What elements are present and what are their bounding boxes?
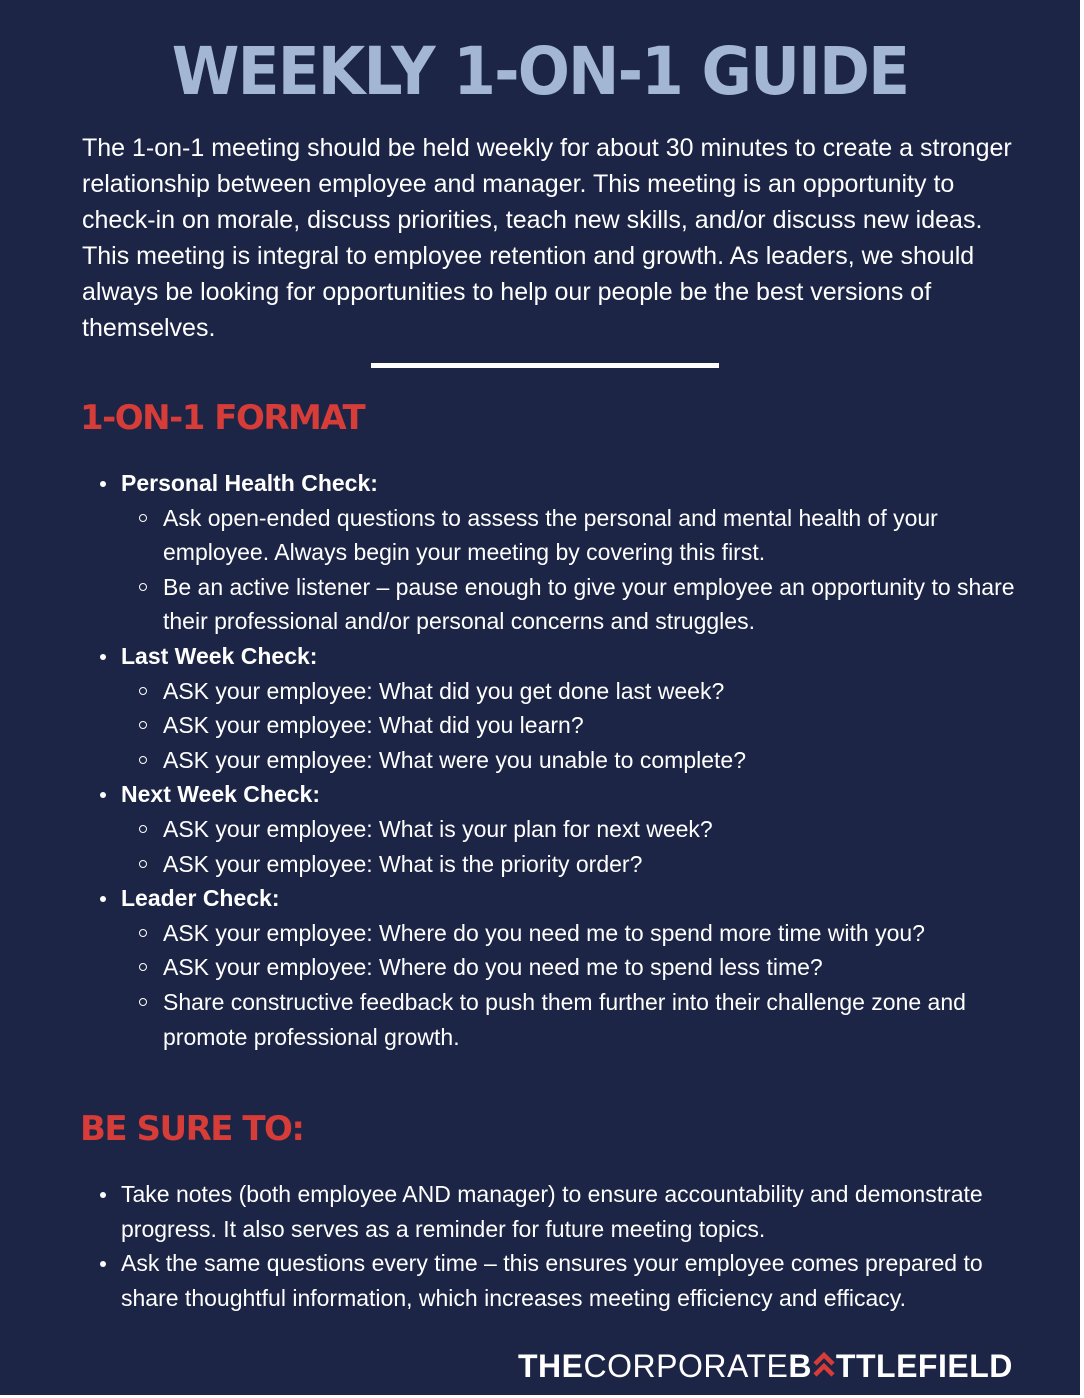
be-sure-list — [98, 1177, 1038, 1315]
sub-list-item — [121, 708, 1038, 743]
sub-list — [121, 501, 1038, 639]
format-item-label: Last Week Check: — [121, 642, 318, 669]
sub-list-item — [121, 950, 1038, 985]
divider — [371, 363, 719, 368]
sub-item-text: ASK your employee: What did you learn? — [163, 712, 584, 739]
sub-item-text: ASK your employee: What were you unable to complete? — [163, 746, 746, 773]
format-heading: 1-ON-1 FORMAT — [80, 398, 365, 438]
format-item-personal-health — [98, 466, 1038, 639]
bullet-icon — [100, 481, 106, 487]
hollow-bullet-icon — [139, 756, 147, 764]
intro-paragraph: The 1-on-1 meeting should be held weekly for about 30 minutes to create a stronger relationship between employee and manager. This meeting is an opportunity to check-in on morale, discuss priorities, teach new skills, and/or discuss new ideas. This meeting is integral to employee retention and growth. As leaders, we should always be looking for opportunities to help our people be the best versions of themselves. — [82, 134, 1012, 342]
format-item-leader — [98, 881, 1038, 1054]
format-list — [98, 466, 1038, 1054]
sub-item-text: ASK your employee: What is your plan for next week? — [163, 815, 713, 842]
sub-list-item — [121, 985, 1038, 1054]
format-item-label: Next Week Check: — [121, 781, 320, 808]
sub-item-text: ASK your employee: Where do you need me to spend more time with you? — [163, 919, 925, 946]
sub-item-text: ASK your employee: Where do you need me to spend less time? — [163, 954, 823, 981]
hollow-bullet-icon — [139, 687, 147, 695]
be-sure-heading: BE SURE TO: — [80, 1109, 304, 1149]
sub-item-text: Share constructive feedback to push them further into their challenge zone and promote professional growth. — [163, 988, 966, 1050]
sub-list — [121, 812, 1038, 881]
sub-item-text: Be an active listener – pause enough to give your employee an opportunity to share their professional and/or personal concerns and struggles. — [163, 573, 1015, 635]
sub-list-item — [121, 916, 1038, 951]
logo-word-the: THE — [518, 1348, 584, 1384]
sub-list-item — [121, 501, 1038, 570]
hollow-bullet-icon — [139, 721, 147, 729]
sub-list-item — [121, 847, 1038, 882]
logo-word-corporate: CORPORATE — [583, 1348, 789, 1384]
sub-item-text: ASK your employee: What is the priority order? — [163, 850, 643, 877]
logo-word-b: B — [788, 1348, 812, 1384]
format-item-label: Personal Health Check: — [121, 470, 378, 496]
sub-item-text: ASK your employee: What did you get done last week? — [163, 677, 725, 704]
sub-list-item — [121, 674, 1038, 709]
sub-list — [121, 916, 1038, 1054]
be-sure-item-text: Take notes (both employee AND manager) to ensure accountability and demonstrate progress. It also serves as a reminder for future meeting topics. — [121, 1181, 983, 1242]
be-sure-item-text: Ask the same questions every time – this ensures your employee comes prepared to share thoughtful information, which increases meeting efficiency and efficacy. — [121, 1250, 983, 1311]
format-item-last-week — [98, 639, 1038, 777]
page-title: WEEKLY 1-ON-1 GUIDE — [171, 33, 909, 110]
format-item-next-week — [98, 777, 1038, 881]
hollow-bullet-icon — [139, 825, 147, 833]
sub-list-item — [121, 812, 1038, 847]
logo-word-ttlefield: TTLEFIELD — [835, 1348, 1013, 1384]
bullet-icon — [100, 1261, 106, 1267]
bullet-icon — [100, 1192, 106, 1198]
sub-item-text: Ask open-ended questions to assess the personal and mental health of your employee. Always begin your meeting by covering this first. — [163, 504, 938, 566]
bullet-icon — [100, 896, 106, 902]
brand-logo — [518, 1346, 1013, 1386]
sub-list-item — [121, 570, 1038, 639]
sub-list — [121, 674, 1038, 778]
sub-list-item — [121, 743, 1038, 778]
hollow-bullet-icon — [139, 963, 147, 971]
bullet-icon — [100, 792, 106, 798]
hollow-bullet-icon — [139, 583, 147, 591]
format-item-label: Leader Check: — [121, 885, 280, 912]
hollow-bullet-icon — [139, 860, 147, 868]
chevron-up-logo-icon — [813, 1350, 835, 1380]
be-sure-item — [98, 1177, 1038, 1246]
hollow-bullet-icon — [139, 929, 147, 937]
hollow-bullet-icon — [139, 998, 147, 1006]
hollow-bullet-icon — [139, 514, 147, 522]
bullet-icon — [100, 654, 106, 660]
be-sure-item — [98, 1246, 1038, 1315]
